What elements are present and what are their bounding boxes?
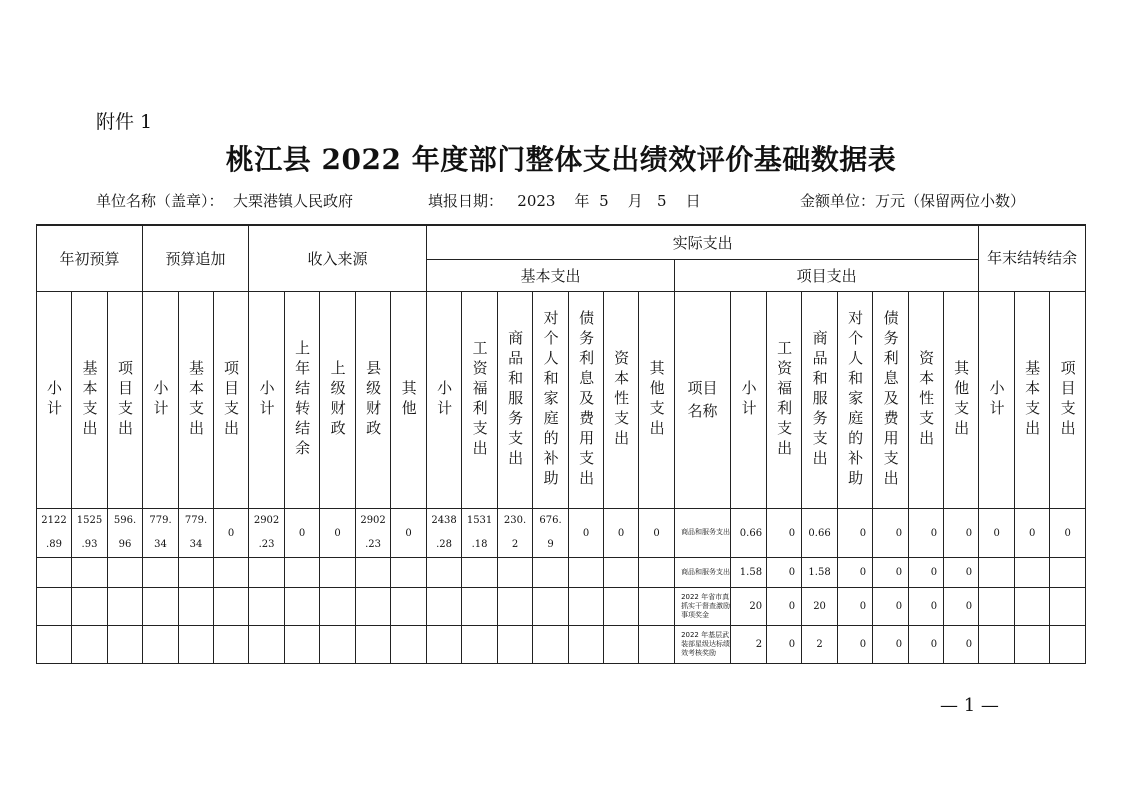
cell-bx-personal: 676. 9 [533, 509, 569, 558]
col-bx-capital: 资本性支出 [604, 292, 639, 509]
cell-px-subtotal: 1.58 [731, 558, 767, 588]
cell-px-other: 0 [944, 588, 979, 626]
cell-project-name: 2022 年省市真抓实干督查激励事项奖金 [675, 588, 731, 626]
cell-px-subtotal: 20 [731, 588, 767, 626]
cell-bx-subtotal: 2438 .28 [427, 509, 462, 558]
cell-is-subtotal: 2902 .23 [249, 509, 285, 558]
cell-project-name: 商品和服务支出 [675, 558, 731, 588]
cell-px-personal: 0 [838, 588, 873, 626]
header-basic-expense: 基本支出 [427, 260, 675, 292]
cell-ib-basic: 1525 .93 [72, 509, 108, 558]
col-ye-project: 项目支出 [1050, 292, 1086, 509]
col-is-superior: 上级财政 [320, 292, 356, 509]
col-px-goods: 商品和服务支出 [802, 292, 838, 509]
header-year-end-balance: 年末结转结余 [979, 225, 1086, 292]
cell-bx-capital: 0 [604, 509, 639, 558]
cell-ye-project: 0 [1050, 509, 1086, 558]
cell-px-wages: 0 [767, 558, 802, 588]
col-is-prev-balance: 上年结转结余 [285, 292, 320, 509]
col-px-personal: 对个人和家庭的补助 [838, 292, 873, 509]
cell-px-other: 0 [944, 626, 979, 664]
cell-project-name: 2022 年基层武装部星级达标绩效考核奖励 [675, 626, 731, 664]
attachment-label: 附件 1 [96, 111, 153, 133]
table-row [37, 509, 1086, 558]
cell-px-debt: 0 [873, 588, 909, 626]
table-row [37, 558, 1086, 588]
cell-px-debt: 0 [873, 558, 909, 588]
col-bx-personal: 对个人和家庭的补助 [533, 292, 569, 509]
col-bx-subtotal: 小计 [427, 292, 462, 509]
col-bx-wages: 工资福利支出 [462, 292, 498, 509]
cell-px-goods: 0.66 [802, 509, 838, 558]
cell-px-wages: 0 [767, 588, 802, 626]
cell-px-other: 0 [944, 558, 979, 588]
cell-is-other: 0 [391, 509, 427, 558]
col-px-subtotal: 小计 [731, 292, 767, 509]
header-budget-add: 预算追加 [143, 225, 249, 292]
cell-px-debt: 0 [873, 509, 909, 558]
amount-unit: 金额单位：万元（保留两位小数） [800, 192, 1026, 210]
cell-is-county: 2902 .23 [356, 509, 391, 558]
cell-px-goods: 20 [802, 588, 838, 626]
col-px-name: 项目名称 [675, 292, 731, 509]
cell-ba-subtotal: 779. 34 [143, 509, 179, 558]
cell-is-superior: 0 [320, 509, 356, 558]
cell-px-goods: 2 [802, 626, 838, 664]
cell-bx-other: 0 [639, 509, 675, 558]
col-is-subtotal: 小计 [249, 292, 285, 509]
cell-px-wages: 0 [767, 626, 802, 664]
col-px-capital: 资本性支出 [909, 292, 944, 509]
cell-ba-project: 0 [214, 509, 249, 558]
cell-bx-goods: 230. 2 [498, 509, 533, 558]
col-ye-basic: 基本支出 [1015, 292, 1050, 509]
header-actual-expense: 实际支出 [427, 225, 979, 260]
header-initial-budget: 年初预算 [37, 225, 143, 292]
page-title: 桃江县 2022 年度部门整体支出绩效评价基础数据表 [225, 143, 897, 176]
cell-project-name: 商品和服务支出 [675, 509, 731, 558]
cell-is-prev: 0 [285, 509, 320, 558]
fill-date: 填报日期： 2023 年 5 月 5 日 [428, 192, 701, 210]
col-ye-subtotal: 小计 [979, 292, 1015, 509]
header-income-source: 收入来源 [249, 225, 427, 292]
cell-px-capital: 0 [909, 588, 944, 626]
col-bx-debt: 债务利息及费用支出 [569, 292, 604, 509]
cell-ye-basic: 0 [1015, 509, 1050, 558]
table-row [37, 626, 1086, 664]
col-is-county: 县级财政 [356, 292, 391, 509]
cell-px-personal: 0 [838, 558, 873, 588]
cell-px-subtotal: 2 [731, 626, 767, 664]
col-px-debt: 债务利息及费用支出 [873, 292, 909, 509]
col-is-other: 其他 [391, 292, 427, 509]
cell-ba-basic: 779. 34 [179, 509, 214, 558]
cell-px-goods: 1.58 [802, 558, 838, 588]
col-bx-other: 其他支出 [639, 292, 675, 509]
cell-bx-wages: 1531 .18 [462, 509, 498, 558]
cell-px-subtotal: 0.66 [731, 509, 767, 558]
col-ba-subtotal: 小计 [143, 292, 179, 509]
col-ba-basic: 基本支出 [179, 292, 214, 509]
col-px-other: 其他支出 [944, 292, 979, 509]
cell-px-capital: 0 [909, 509, 944, 558]
cell-px-wages: 0 [767, 509, 802, 558]
unit-name: 单位名称（盖章）： 大栗港镇人民政府 [96, 192, 354, 210]
col-bx-goods: 商品和服务支出 [498, 292, 533, 509]
col-ib-subtotal: 小计 [37, 292, 72, 509]
cell-ib-subtotal: 2122 .89 [37, 509, 72, 558]
header-project-expense: 项目支出 [675, 260, 979, 292]
col-ib-project: 项目支出 [108, 292, 143, 509]
page-number: — 1 — [940, 695, 999, 716]
cell-px-personal: 0 [838, 509, 873, 558]
col-px-wages: 工资福利支出 [767, 292, 802, 509]
cell-ib-project: 596. 96 [108, 509, 143, 558]
cell-px-other: 0 [944, 509, 979, 558]
cell-px-debt: 0 [873, 626, 909, 664]
table-row [37, 588, 1086, 626]
col-ba-project: 项目支出 [214, 292, 249, 509]
col-ib-basic: 基本支出 [72, 292, 108, 509]
cell-px-personal: 0 [838, 626, 873, 664]
cell-bx-debt: 0 [569, 509, 604, 558]
cell-px-capital: 0 [909, 558, 944, 588]
data-table [36, 224, 1086, 664]
cell-px-capital: 0 [909, 626, 944, 664]
cell-ye-subtotal: 0 [979, 509, 1015, 558]
